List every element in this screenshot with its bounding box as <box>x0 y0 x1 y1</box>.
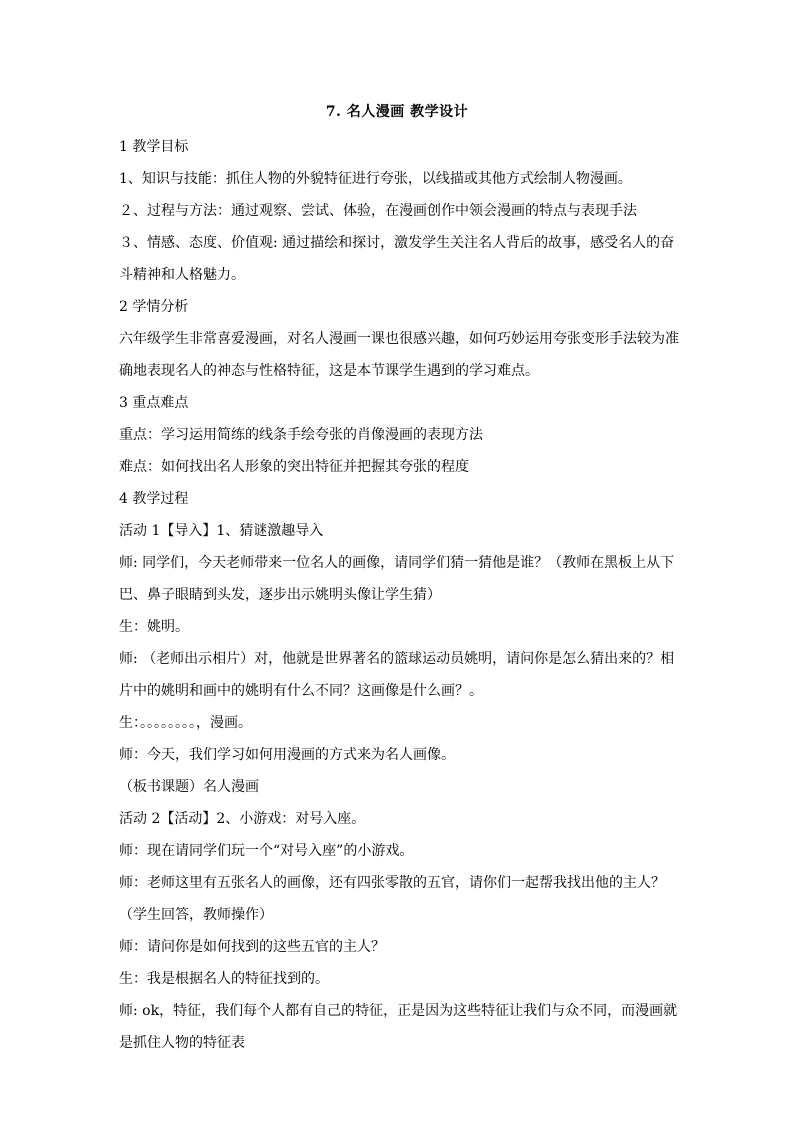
paragraph-process-methods: ２、过程与方法：通过观察、尝试、体验，在漫画创作中领会漫画的特点与表现手法 <box>119 203 637 219</box>
teacher-line: 师：现在请同学们玩一个“对号入座”的小游戏。 <box>119 843 414 859</box>
activity-1-heading: 活动 1【导入】1、猜谜激趣导入 <box>119 523 324 539</box>
paragraph-emotion-values: ３、情感、态度、价值观: 通过描绘和探讨，激发学生关注名人背后的故事，感受名人的奋斗精神和人格魅力。 <box>119 235 675 283</box>
teacher-line: 师：老师这里有五张名人的画像，还有四张零散的五官，请你们一起帮我找出他的主人？（学生回答，教师操作） <box>119 875 665 923</box>
student-line: 生：姚明。 <box>119 619 189 635</box>
paragraph-key-point: 重点：学习运用简练的线条手绘夸张的肖像漫画的表现方法 <box>119 427 483 443</box>
section-heading-objectives: 1 教学目标 <box>119 139 189 155</box>
teacher-line: 师：今天，我们学习如何用漫画的方式来为名人画像。 <box>119 747 455 763</box>
student-line: 生：。。。。。。。。，漫画。 <box>119 715 252 731</box>
section-heading-teaching-process: 4 教学过程 <box>119 491 189 507</box>
section-heading-key-points: 3 重点难点 <box>119 395 189 411</box>
teacher-line: 师: 同学们，今天老师带来一位名人的画像，请同学们猜一猜他是谁？（教师在黑板上从下巴、鼻子眼睛到头发，逐步出示姚明头像让学生猜） <box>119 555 675 603</box>
document-body <box>119 131 679 1059</box>
paragraph-difficulty: 难点：如何找出名人形象的突出特征并把握其夸张的程度 <box>119 459 469 475</box>
activity-2-heading: 活动 2【活动】2、小游戏：对号入座。 <box>119 811 366 827</box>
teacher-line: 师: （老师出示相片）对，他就是世界著名的篮球运动员姚明，请问你是怎么猜出来的？相片中的姚明和画中的姚明有什么不同？这画像是什么画？。 <box>119 651 675 699</box>
student-line: 生：我是根据名人的特征找到的。 <box>119 971 329 987</box>
paragraph-learner-analysis: 六年级学生非常喜爱漫画，对名人漫画一课也很感兴趣，如何巧妙运用夸张变形手法较为准确地表现名人的神态与性格特征，这是本节课学生遇到的学习难点。 <box>119 331 679 379</box>
teacher-line: 师: ok，特征，我们每个人都有自己的特征，正是因为这些特征让我们与众不同，而漫画就是抓住人物的特征表 <box>119 1003 678 1051</box>
board-title-line: （板书课题）名人漫画 <box>119 779 259 795</box>
section-heading-learner-analysis: 2 学情分析 <box>119 299 189 315</box>
teacher-line: 师：请问你是如何找到的这些五官的主人？ <box>119 939 385 955</box>
paragraph-knowledge-skills: 1、知识与技能：抓住人物的外貌特征进行夸张，以线描或其他方式绘制人物漫画。 <box>119 171 632 187</box>
document-title: 7. 名人漫画 教学设计 <box>325 104 469 120</box>
